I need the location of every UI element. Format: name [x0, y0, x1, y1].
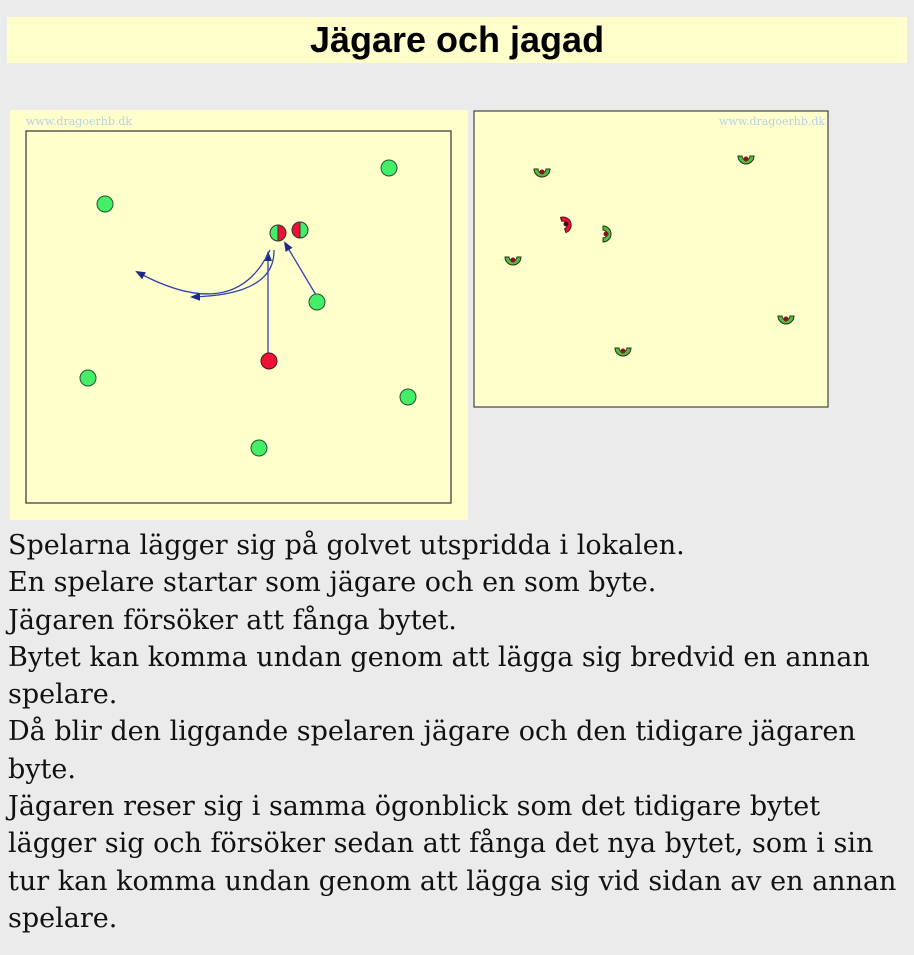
- court-diagram-lying-players: [473, 110, 829, 408]
- description-line: En spelare startar som jägare och en som byte.: [8, 567, 657, 599]
- exercise-description: [8, 527, 908, 937]
- description-line: Jägaren reser sig i samma ögonblick som det tidigare bytet lägger sig och försöker sedan att fånga det nya bytet, som i sin tur kan komma undan genom att lägga sig vid sidan av en annan spelare.: [8, 791, 897, 934]
- player-green: [80, 370, 96, 386]
- watermark-text: www.dragoerhb.dk: [719, 115, 826, 128]
- player-green: [400, 389, 416, 405]
- player-pair-half-red-left: [270, 225, 286, 241]
- player-green: [251, 440, 267, 456]
- page-title: Jägare och jagad: [309, 19, 605, 60]
- player-green: [381, 160, 397, 176]
- court-diagram-players: [10, 110, 468, 520]
- chaser-red: [261, 353, 277, 369]
- description-line: Jägaren försöker att fånga bytet.: [8, 604, 457, 636]
- description-line: Spelarna lägger sig på golvet utspridda i lokalen.: [8, 530, 685, 561]
- description-line: Bytet kan komma undan genom att lägga sig bredvid en annan spelare.: [8, 641, 870, 711]
- diagram-background: [474, 111, 828, 407]
- watermark-text: www.dragoerhb.dk: [26, 115, 133, 128]
- player-green: [97, 196, 113, 212]
- player-green: [309, 294, 325, 310]
- description-line: Då blir den liggande spelaren jägare och den tidigare jägaren byte.: [8, 716, 856, 785]
- title-bar: [7, 17, 907, 63]
- diagram-background: [10, 110, 468, 520]
- player-pair-half-red-right: [292, 222, 308, 238]
